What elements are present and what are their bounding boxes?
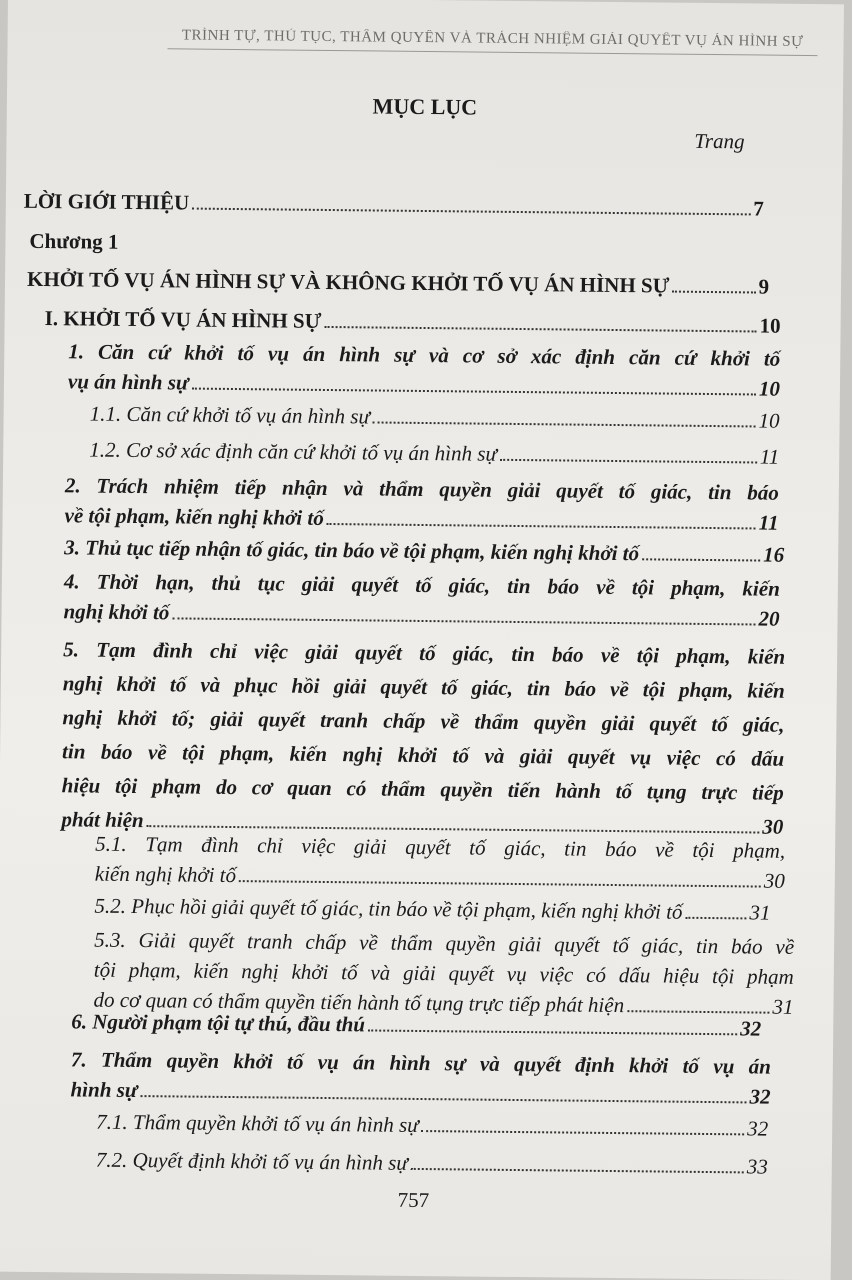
toc-entry-5-1: 5.1. Tạm đình chỉ việc giải quyết tố giác, tin báo về tội phạm, kiến nghị khởi tố 30 (94, 831, 786, 893)
toc-entry-5-2: 5.2. Phục hồi giải quyết tố giác, tin báo về tội phạm, kiến nghị khởi tố 31 (94, 893, 771, 925)
running-header: TRÌNH TỰ, THỦ TỤC, THẨM QUYỀN VÀ TRÁCH NHIỆM GIẢI QUYẾT VỤ ÁN HÌNH SỰ (167, 27, 817, 56)
toc-entry-7-1: 7.1. Thẩm quyền khởi tố vụ án hình sự 32 (96, 1109, 769, 1141)
page-title: MỤC LỤC (372, 93, 478, 120)
toc-entry-1-1: 1.1. Căn cứ khởi tố vụ án hình sự 10 (89, 401, 780, 433)
toc-entry-7: 7. Thẩm quyền khởi tố vụ án hình sự và quyết định khởi tố vụ án hình sự 32 (70, 1047, 771, 1109)
toc-entry-3: 3. Thủ tục tiếp nhận tố giác, tin báo về tội phạm, kiến nghị khởi tố 16 (64, 535, 785, 567)
toc-entry-2: 2. Trách nhiệm tiếp nhận và thẩm quyền giải quyết tố giác, tin báo về tội phạm, kiến nghị khởi tố 11 (64, 473, 779, 535)
toc-entry-4: 4. Thời hạn, thủ tục giải quyết tố giác, tin báo về tội phạm, kiến nghị khởi tố 20 (63, 569, 780, 631)
toc-entry-5-3: 5.3. Giải quyết tranh chấp về thẩm quyền giải quyết tố giác, tin báo về tội phạm, kiến nghị khởi tố và giải quyết vụ việc có dấu hiệu tội phạm do cơ quan có thẩm quyền tiến hành tố tụng trực tiếp phát hiện 31 (93, 927, 795, 1019)
chapter-label: Chương 1 (29, 228, 119, 254)
toc-entry-intro: LỜI GIỚI THIỆU 7 (23, 188, 764, 221)
toc-entry-section-I: I. KHỞI TỐ VỤ ÁN HÌNH SỰ 10 (44, 306, 781, 338)
toc-entry-5: 5. Tạm đình chỉ việc giải quyết tố giác, tin báo về tội phạm, kiến nghị khởi tố và phục hồi giải quyết tố giác, tin báo về tội phạm, kiến nghị khởi tố; giải quyết tranh chấp về thẩm quyền giải quyết tố giác, tin báo về tội phạm, kiến nghị khởi tố và giải quyết vụ việc có dấu hiệu tội phạm do cơ quan có thẩm quyền tiến hành tố tụng trực tiếp phát hiện 30 (61, 637, 786, 839)
toc-entry-chapter-1: KHỞI TỐ VỤ ÁN HÌNH SỰ VÀ KHÔNG KHỞI TỐ VỤ ÁN HÌNH SỰ 9 (26, 266, 770, 299)
toc-entry-6: 6. Người phạm tội tự thú, đầu thú 32 (71, 1009, 762, 1041)
toc-entry-1-2: 1.2. Cơ sở xác định căn cứ khởi tố vụ án hình sự 11 (89, 437, 780, 469)
toc-entry-7-2: 7.2. Quyết định khởi tố vụ án hình sự 33 (95, 1147, 768, 1179)
toc-entry-1: 1. Căn cứ khởi tố vụ án hình sự và cơ sở xác định căn cứ khởi tố vụ án hình sự 10 (67, 339, 781, 401)
page-column-label: Trang (694, 128, 745, 154)
page-number: 757 (397, 1187, 430, 1213)
